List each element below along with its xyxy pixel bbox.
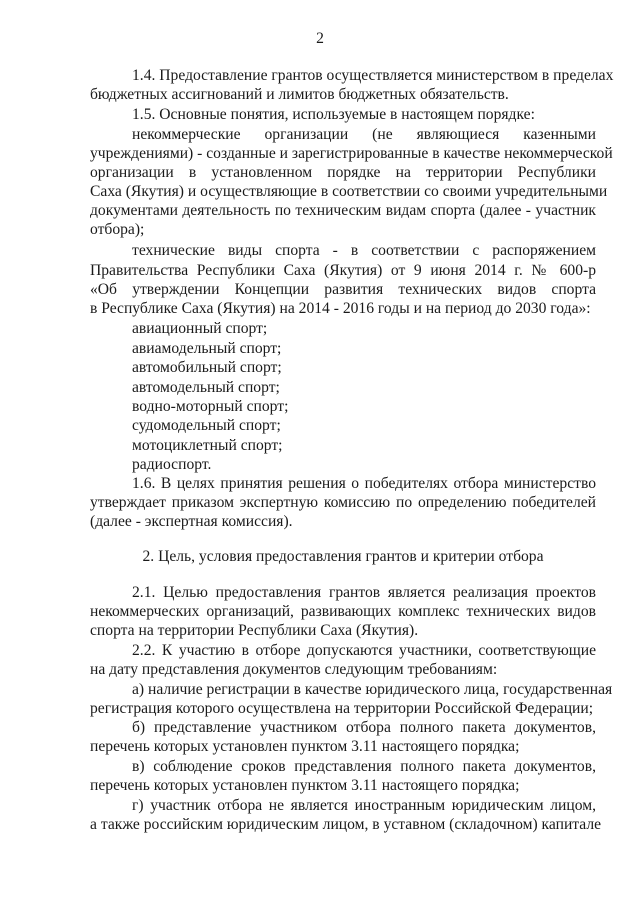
item-v-line-1: в) соблюдение сроков представления полного пакета документов, [132,758,596,775]
def-nko-line-4: Саха (Якутия) и осуществляющие в соответствии со своими учредительными [90,183,608,200]
sport-list-item: автомобильный спорт; [132,359,282,376]
item-b-line-2: перечень которых установлен пунктом 3.11 настоящего порядка; [90,738,520,755]
def-sports-line-1: технические виды спорта - в соответствии с распоряжением [132,242,596,259]
para-2-1-line-1: 2.1. Целью предоставления грантов является реализация проектов [132,584,596,601]
item-a-line-1: а) наличие регистрации в качестве юридического лица, государственная [132,681,613,698]
def-sports-line-3: «Об утверждении Концепции развития технических видов спорта [90,281,596,298]
def-nko-line-2: учреждениями) - созданные и зарегистрированные в качестве некоммерческой [90,145,613,162]
para-2-2-line-1: 2.2. К участию в отборе допускаются участники, соответствующие [132,642,596,659]
item-b-line-1: б) представление участником отбора полного пакета документов, [132,719,596,736]
para-2-1-line-3: спорта на территории Республики Саха (Якутия). [90,622,419,639]
item-v-line-2: перечень которых установлен пунктом 3.11 настоящего порядка; [90,777,520,794]
sport-list-item: водно-моторный спорт; [132,398,289,415]
def-nko-line-5: документами деятельность по техническим видам спорта (далее - участник [90,202,596,219]
para-1-5-line-1: 1.5. Основные понятия, используемые в настоящем порядке: [132,106,535,123]
section-2-heading: 2. Цель, условия предоставления грантов и критерии отбора [142,548,544,565]
item-a-line-2: регистрация которого осуществлена на территории Российской Федерации; [90,700,594,717]
def-sports-line-4: в Республике Саха (Якутия) на 2014 - 2016 годы и на период до 2030 года»: [90,300,591,317]
para-1-6-line-1: 1.6. В целях принятия решения о победителях отбора министерство [132,475,596,492]
def-sports-line-2: Правительства Республики Саха (Якутия) от 9 июня 2014 г. № 600-р [90,262,596,279]
para-1-4-line-2: бюджетных ассигнований и лимитов бюджетных обязательств. [90,86,509,103]
sport-list-item: авиационный спорт; [132,320,268,337]
item-g-line-1: г) участник отбора не является иностранным юридическим лицом, [132,797,596,814]
sport-list-item: судомодельный спорт; [132,417,281,434]
def-nko-line-1: некоммерческие организации (не являющиеся казенными [132,126,596,143]
page-number: 2 [316,30,324,47]
para-2-1-line-2: некоммерческих организаций, развивающих комплекс технических видов [90,603,596,620]
para-1-6-line-2: утверждает приказом экспертную комиссию по определению победителей [90,494,596,511]
item-g-line-2: а также российским юридическим лицом, в уставном (складочном) капитале [90,816,602,833]
para-2-2-line-2: на дату представления документов следующим требованиям: [90,661,498,678]
def-nko-line-3: организации в установленном порядке на территории Республики [90,164,596,181]
sport-list-item: авиамодельный спорт; [132,340,282,357]
def-nko-line-6: отбора); [90,221,145,238]
sport-list-item: автомодельный спорт; [132,379,280,396]
para-1-4-line-1: 1.4. Предоставление грантов осуществляется министерством в пределах [132,67,614,84]
para-1-6-line-3: (далее - экспертная комиссия). [90,513,293,530]
sport-list-item: мотоциклетный спорт; [132,437,283,454]
sport-list-item: радиоспорт. [132,456,212,473]
